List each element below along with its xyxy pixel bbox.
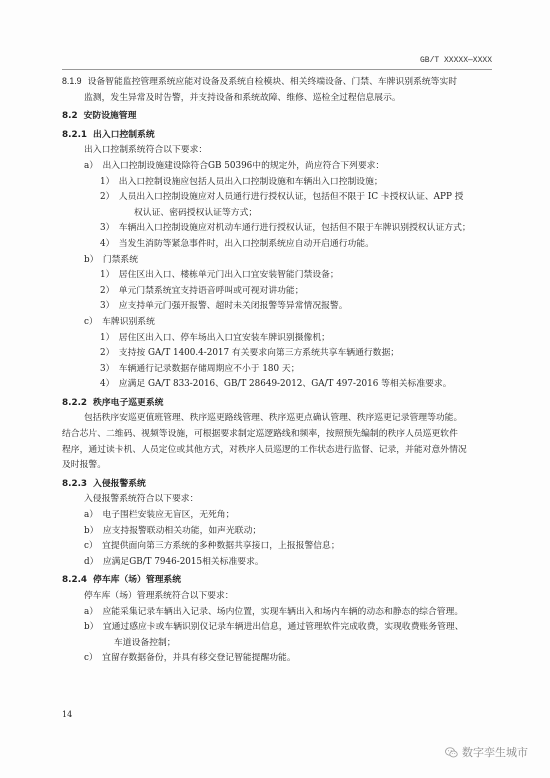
clause-number: 8.2.1: [62, 129, 88, 140]
list-item: 2） 人员出入口控制设施应对人员通行进行授权认证，包括但不限于 IC 卡授权认证、APP 授: [100, 192, 464, 203]
section-title: 入侵报警系统: [93, 478, 146, 489]
paragraph-line: 出入口控制系统符合以下要求：: [84, 145, 208, 156]
clause-number: 8.1.9: [62, 76, 82, 86]
header-rule: [62, 69, 492, 70]
section-heading: [62, 477, 494, 493]
list-item: 3） 车辆出入口控制设施应对机动车通行进行授权认证，包括但不限于车牌识别授权认证方式；: [100, 223, 471, 234]
clause-number: 8.2.3: [62, 478, 88, 489]
section-title: 安防设施管理: [83, 111, 137, 122]
list-item: b） 应支持报警联动相关功能，如声光联动；: [84, 525, 262, 536]
clause-line: [62, 74, 494, 91]
standard-code-header: GB/T XXXXX—XXXX: [419, 56, 492, 65]
section-title: 秩序电子巡更系统: [93, 397, 164, 408]
paragraph-line: 结合芯片、二维码、视频等设施，可根据要求制定巡逻路线和频率，按照预先编制的秩序人员巡更软件: [62, 429, 458, 440]
section-title: 停车库（场）管理系统: [93, 575, 182, 586]
list-item: 3） 车辆通行记录数据存储周期应不小于 180 天；: [100, 363, 300, 374]
list-item: 4） 当发生消防等紧急事件时，出入口控制系统应自动开启通行功能。: [100, 238, 374, 249]
page-number: 14: [62, 710, 73, 719]
paragraph-line: 停车库（场）管理系统符合以下要求：: [84, 591, 234, 601]
section-heading: [62, 396, 494, 412]
list-item: 2） 单元门禁系统宜支持语音呼叫或可视对讲功能；: [100, 285, 304, 296]
paragraph-line: 入侵报警系统符合以下要求：: [84, 494, 199, 505]
list-item: a） 出入口控制设施建设除符合GB 50396中的规定外，尚应符合下列要求：: [84, 160, 385, 171]
paragraph-line: 包括秩序安巡更值班管理、秩序巡更路线管理、秩序巡更点确认管理、秩序巡更记录管理等功能。: [84, 413, 463, 424]
clause-number: 8.2.4: [62, 575, 88, 586]
list-item: c） 宜提供面向第三方系统的多种数据共享接口，上报报警信息；: [84, 541, 340, 552]
paragraph-line: 程序，通过读卡机、人员定位或其他方式，对秩序人员巡逻的工作状态进行监督、记录，并能对意外情况: [62, 444, 467, 455]
list-item: 2） 支持按 GA/T 1400.4-2017 有关要求向第三方系统共享车辆通行数据；: [100, 348, 400, 359]
clause-number: 8.2: [62, 111, 78, 122]
clause-number: 8.2.2: [62, 397, 88, 408]
document-body: [62, 74, 494, 667]
section-heading: [62, 573, 494, 589]
list-item: b） 门禁系统: [84, 254, 139, 265]
watermark-text: 数字孪生城市: [462, 746, 528, 759]
list-item: 权认证、密码授权认证等方式；: [134, 207, 258, 218]
list-item: 1） 出入口控制设施应包括人员出入口控制设施和车辆出入口控制设施；: [100, 176, 383, 187]
list-item: a） 电子围栏安装应无盲区，无死角；: [84, 510, 235, 521]
section-heading: [62, 109, 494, 125]
list-item: a） 应能采集记录车辆出入记录、场内位置，实现车辆出入和场内车辆的动态和静态的综合管理。: [84, 606, 464, 617]
section-title: 出入口控制系统: [93, 129, 155, 140]
wechat-icon: [445, 747, 458, 758]
list-item: 1） 居住区出入口、停车场出入口宜安装车牌识别摄像机；: [100, 332, 330, 343]
list-item: 4） 应满足 GA/T 833-2016、GB/T 28649-2012、GA/T 497-2016 等相关标准要求。: [100, 379, 452, 390]
list-item: d） 应满足GB/T 7946-2015相关标准要求。: [84, 556, 264, 567]
list-item: c） 车牌识别系统: [84, 316, 155, 327]
list-item: b） 宜通过感应卡或车辆识别仪记录车辆进出信息，通过管理软件完成收费，实现收费账务管理、: [84, 622, 464, 633]
list-item: 3） 应支持单元门强开报警、超时未关闭报警等异常情况报警。: [100, 301, 348, 312]
clause-text: 设备智能监控管理系统应能对设备及系统自检模块、相关终端设备、门禁、车牌识别系统等实时: [87, 77, 458, 87]
list-item: 1） 居住区出入口、楼栋单元门出入口宜安装智能门禁设备；: [100, 270, 339, 281]
list-item: c） 宜留存数据备份，并具有移交登记智能提醒功能。: [84, 653, 296, 664]
paragraph-line: 及时报警。: [62, 460, 106, 471]
list-item: 车道设备控制；: [114, 637, 176, 648]
watermark: [445, 744, 528, 760]
section-heading: [62, 128, 494, 144]
paragraph-line: 监测，发生异常及时告警，并支持设备和系统故障、维修、巡检全过程信息展示。: [84, 92, 401, 103]
